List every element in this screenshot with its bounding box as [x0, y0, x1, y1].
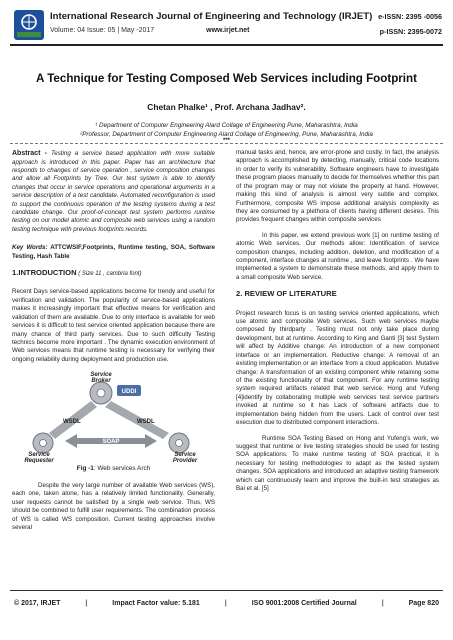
service-broker-node	[90, 372, 141, 404]
requester-label-line-1: Service	[27, 452, 50, 459]
provider-label-line-1: Service	[173, 452, 196, 459]
footer-impact-factor: Impact Factor value: 5.181	[112, 600, 200, 607]
paper-title: A Technique for Testing Composed Web Services including Footprint	[36, 72, 417, 85]
figure-caption-text: : Web services Arch	[93, 465, 151, 473]
journal-website[interactable]: www.irjet.net	[206, 27, 250, 34]
footer-copyright: © 2017, IRJET	[14, 600, 61, 607]
irjet-logo	[14, 10, 44, 40]
wsdl-right-arrow	[105, 401, 169, 439]
footer-separator: |	[85, 600, 88, 607]
right-paragraph-1: manual tasks and, hence, are error-prone and costly. In fact, the analysis approach is accomplished by detecting, manually, critical code locations in order to verify its vulnerability. Software engineers have to investigate these program places manually to decide for themselves whether this part of the program may or may not violate the property at hand. However, making this kind of analysis is almost very subtle and complex. Furthermore, composite WS impose additional analysis complexity as they are consumed by a plethora of clients having different desires. This provides frequent changes within composite services	[236, 149, 439, 224]
service-provider-node	[169, 433, 198, 463]
wsdl-left-arrow	[49, 401, 97, 439]
footer-separator: |	[381, 600, 384, 607]
web-services-architecture-figure	[19, 371, 209, 463]
literature-paragraph-1: Project research focus is on testing service oriented applications, which use atomic and composite Web services. Such web services maybe composed by thirdparty . Testing must not only take place during development, but at runtime. According to King and Ganti [3] test System will affect by Additive change: An introduction of a new component interface or an implementation. Reductive change: A removal of an existing implementation or an interface from a cloud application. Mutative change: A transformation of an existing component while retaining some of the existing functionality of that component. For any runtime testing system required artifacts related that web service. Hong and Yufeng [4]identify by collaborating multiple web services test service partners invoked at runtime so it has Lack of software artifacts due to implementation being hidden from the users. Lack of control over test execution due to distributed component interactions.	[236, 309, 439, 427]
architecture-diagram	[19, 371, 209, 463]
e-issn: e-ISSN: 2395 -0056	[378, 12, 442, 21]
keywords	[12, 244, 215, 261]
affiliation-1: ¹ Department of Computer Engineering Alard Collage of Engineering Pune, Maharashtra, India	[95, 122, 358, 129]
abstract-label: Abstract -	[12, 150, 47, 157]
broker-label-line-1: Service	[89, 372, 112, 379]
literature-paragraph-2: Runtime SOA Testing Based on Hong and Yufeng’s work, we suggest that runtime or live testing strategies should be used for testing SOA applications. To make runtime testing of SOA practical, it is necessary for testing methodologies to adapt as the tested system changes. SOA applications and introduced an adaptive testing framework which can continuously learn and improve the built-in test strategies as Bai et al. [5]	[236, 434, 439, 493]
section-heading-literature: 2. REVIEW OF LITERATURE	[236, 289, 337, 299]
provider-label-line-2: Provider	[172, 458, 197, 464]
right-column	[236, 149, 439, 501]
wsdl-right-label: WSDL	[136, 419, 155, 426]
keywords-text: ATTCWSIF,Footprints, Runtime testing, SOA, Software Testing, Hash Table	[12, 244, 215, 260]
soap-arrow	[65, 434, 157, 448]
journal-meta	[50, 27, 249, 34]
section-1-title: 1.INTRODUCTION	[12, 268, 77, 278]
footer-page-number: Page 820	[408, 600, 439, 607]
paper-authors: Chetan Phalke¹ , Prof. Archana Jadhav².	[147, 102, 306, 112]
figure-caption-label: Fig -1	[76, 465, 94, 473]
affiliation-2: ²Professor, Department of Computer Engineering Alard Collage of Engineering, Pune, Maharashtra, India	[80, 131, 373, 138]
soap-label: SOAP	[101, 439, 120, 446]
journal-name: International Research Journal of Engineering and Technology (IRJET)	[50, 11, 373, 22]
intro-paragraph-2: Despite the very large number of available Web services (WS), each one, taken alone, has a relatively limited functionality. Generally, user requests cannot be satisfied by a single web service. Thus, WS should be combined to fulfill user requirements. The combination process of WS is called WS composition. Current testing approaches involve several	[12, 481, 215, 532]
separator-mark: ***	[222, 138, 230, 144]
keywords-label: Key Words:	[12, 244, 48, 252]
section-heading-introduction	[12, 268, 215, 278]
requester-label-line-2: Requester	[23, 458, 54, 464]
intro-paragraph-1: Recent Days service-based applications become for trendy and useful for verification and validation. The popularity of service-based applications makes it increasingly important that effective means for verification and validation of them are available. Due to only interface is available for web services it is difficult to test service oriented application because there are many chance of third party services. Due to such difficulty Testing technics become more important . The dynamic execution environment of Web services means that runtime testing is necessary for verifying their ongoing reliability during deployment and production use.	[12, 288, 215, 363]
journal-header	[14, 10, 442, 42]
volume-issue: Volume: 04 Issue: 05 | May -2017	[50, 27, 155, 34]
left-column	[12, 149, 215, 540]
abstract	[12, 149, 215, 234]
section-1-note: ( Size 11 , cambria font)	[76, 271, 142, 278]
footer-iso: ISO 9001:2008 Certified Journal	[251, 600, 357, 607]
page-footer	[14, 600, 439, 607]
abstract-text: Testing a service based application with more suitable approach is introduced in this paper. Paper has an architecture that responds to changes of service operation , service composition changes and allow all Footprints by Tree. Our test system is able to identify changes that occur in service operations and operational arguments in a service description of a test candidate. Automated reconfiguration is used to support the continuous operation of the testing systems during a test candidate change. Our proof-of-concept test system performs runtime testing on our model atomic and composite web services using a random testing technique with previous footprints records.	[12, 150, 215, 233]
wsdl-left-label: WSDL	[62, 419, 81, 426]
figure-caption	[12, 465, 215, 474]
footer-separator: |	[224, 600, 227, 607]
p-issn: p-ISSN: 2395-0072	[379, 27, 442, 36]
footer-divider	[10, 590, 443, 591]
right-paragraph-2: In this paper, we extend previous work [1] on runtime testing of atomic Web services. Our methods allow: Identification of service composition changes, including addition, deletion, and modification of a component, interface changes at runtime , and leave footprints . We have implemented a system to demonstrate these methods, and apply them to a small composite Web service.	[236, 231, 439, 281]
service-requester-node	[24, 433, 54, 463]
broker-label-line-2: Broker	[90, 378, 111, 385]
header-divider	[10, 44, 443, 46]
uddi-label: UDDI	[121, 389, 136, 396]
